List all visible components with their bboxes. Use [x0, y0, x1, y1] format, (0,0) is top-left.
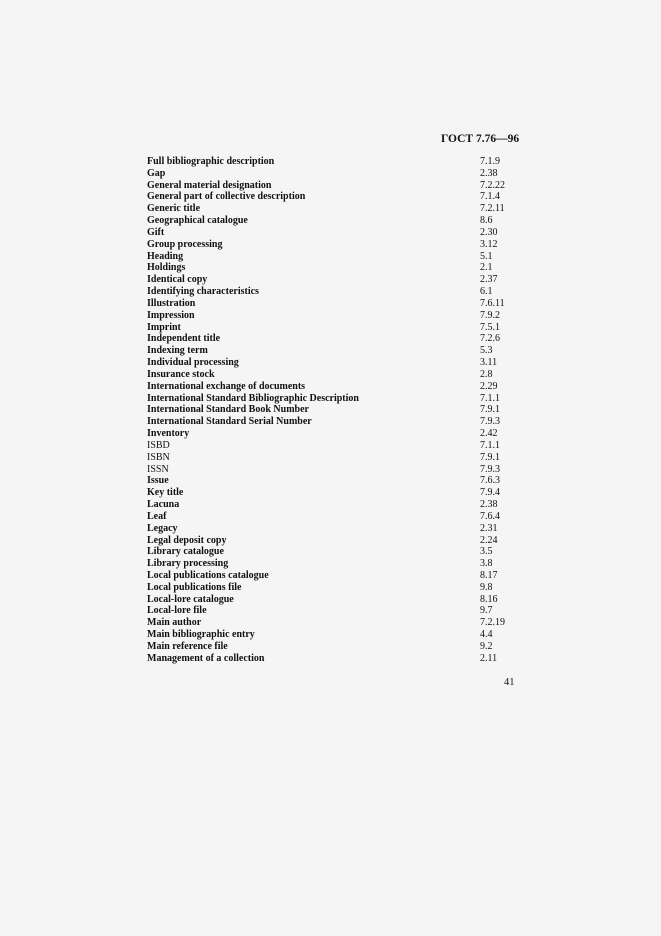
index-entry	[147, 452, 527, 464]
index-term: Management of a collection	[147, 652, 265, 664]
index-term: Lacuna	[147, 499, 180, 511]
index-reference: 2.29	[480, 380, 498, 392]
index-term: Leaf	[147, 510, 167, 522]
index-entry	[147, 416, 527, 428]
index-reference: 7.9.4	[480, 487, 500, 499]
term-index-list	[147, 156, 527, 665]
index-term: Local publications catalogue	[147, 569, 269, 581]
index-entry	[147, 286, 527, 298]
index-entry	[147, 653, 527, 665]
index-entry	[147, 535, 527, 547]
index-entry	[147, 191, 527, 203]
index-entry	[147, 215, 527, 227]
index-entry	[147, 404, 527, 416]
index-term: Local publications file	[147, 581, 242, 593]
index-reference: 3.5	[480, 546, 493, 558]
index-entry	[147, 239, 527, 251]
index-reference: 7.2.22	[480, 179, 505, 191]
index-reference: 9.2	[480, 640, 493, 652]
index-entry	[147, 274, 527, 286]
index-reference: 2.11	[480, 652, 498, 664]
index-term: Group processing	[147, 238, 223, 250]
index-term: Full bibliographic description	[147, 156, 275, 167]
index-reference: 7.1.9	[480, 156, 500, 167]
index-entry	[147, 333, 527, 345]
index-term: International Standard Bibliographic Description	[147, 392, 359, 404]
index-term: International exchange of documents	[147, 380, 306, 392]
index-reference: 7.1.1	[480, 392, 500, 404]
index-term: ISSN	[147, 463, 169, 475]
index-entry	[147, 570, 527, 582]
index-term: Identical copy	[147, 274, 208, 286]
index-reference: 5.3	[480, 345, 493, 357]
index-entry	[147, 251, 527, 263]
index-term: Legacy	[147, 522, 178, 534]
index-reference: 2.42	[480, 428, 498, 440]
index-entry	[147, 345, 527, 357]
index-reference: 2.30	[480, 226, 498, 238]
index-reference: 2.38	[480, 499, 498, 511]
index-term: Identifying characteristics	[147, 286, 259, 298]
index-entry	[147, 156, 527, 168]
index-entry	[147, 369, 527, 381]
index-term: Library processing	[147, 558, 229, 570]
index-reference: 2.31	[480, 522, 498, 534]
index-reference: 2.1	[480, 262, 493, 274]
index-entry	[147, 499, 527, 511]
index-entry	[147, 594, 527, 606]
index-entry	[147, 203, 527, 215]
index-entry	[147, 475, 527, 487]
index-entry	[147, 440, 527, 452]
index-term: International Standard Book Number	[147, 404, 309, 416]
index-term: Heading	[147, 250, 184, 262]
index-reference: 7.1.1	[480, 439, 500, 451]
index-term: Imprint	[147, 321, 181, 333]
index-entry	[147, 310, 527, 322]
index-entry	[147, 641, 527, 653]
index-reference: 3.11	[480, 357, 498, 369]
index-reference: 7.9.2	[480, 309, 500, 321]
index-term: Local-lore catalogue	[147, 593, 234, 605]
index-reference: 7.6.3	[480, 475, 500, 487]
index-term: Impression	[147, 309, 195, 321]
index-reference: 9.8	[480, 581, 493, 593]
index-reference: 3.12	[480, 238, 498, 250]
index-entry	[147, 298, 527, 310]
index-reference: 7.9.1	[480, 404, 500, 416]
document-header: ГОСТ 7.76—96	[441, 133, 520, 145]
index-term: Generic title	[147, 203, 201, 215]
index-term: Legal deposit copy	[147, 534, 227, 546]
index-term: Main reference file	[147, 640, 228, 652]
index-reference: 2.24	[480, 534, 498, 546]
index-entry	[147, 546, 527, 558]
index-term: Main author	[147, 617, 202, 629]
index-reference: 7.2.6	[480, 333, 500, 345]
index-entry	[147, 617, 527, 629]
index-reference: 7.2.19	[480, 617, 505, 629]
index-term: Illustration	[147, 297, 196, 309]
index-entry	[147, 523, 527, 535]
index-entry	[147, 582, 527, 594]
index-term: Insurance stock	[147, 368, 215, 380]
index-entry	[147, 487, 527, 499]
index-reference: 2.37	[480, 274, 498, 286]
index-reference: 3.8	[480, 558, 493, 570]
index-reference: 9.7	[480, 605, 493, 617]
index-term: Individual processing	[147, 357, 239, 369]
index-reference: 7.5.1	[480, 321, 500, 333]
index-reference: 5.1	[480, 250, 493, 262]
index-entry	[147, 464, 527, 476]
index-reference: 4.4	[480, 629, 493, 641]
index-term: Local-lore file	[147, 605, 207, 617]
index-reference: 8.16	[480, 593, 498, 605]
index-term: Indexing term	[147, 345, 208, 357]
index-reference: 7.6.11	[480, 297, 505, 309]
index-entry	[147, 558, 527, 570]
index-entry	[147, 168, 527, 180]
index-term: Gift	[147, 226, 165, 238]
index-reference: 7.9.3	[480, 416, 500, 428]
index-term: International Standard Serial Number	[147, 416, 312, 428]
index-reference: 7.9.3	[480, 463, 500, 475]
index-term: General material designation	[147, 179, 272, 191]
index-entry	[147, 381, 527, 393]
index-entry	[147, 180, 527, 192]
index-entry	[147, 262, 527, 274]
index-entry	[147, 629, 527, 641]
index-reference: 7.2.11	[480, 203, 505, 215]
index-reference: 2.8	[480, 368, 493, 380]
index-reference: 7.9.1	[480, 451, 500, 463]
index-reference: 7.1.4	[480, 191, 500, 203]
index-entry	[147, 322, 527, 334]
index-term: Geographical catalogue	[147, 215, 248, 227]
index-term: Gap	[147, 167, 166, 179]
index-entry	[147, 511, 527, 523]
index-reference: 6.1	[480, 286, 493, 298]
index-entry	[147, 428, 527, 440]
index-reference: 8.6	[480, 215, 493, 227]
index-term: ISBN	[147, 451, 170, 463]
index-term: Issue	[147, 475, 169, 487]
index-entry	[147, 357, 527, 369]
index-term: Inventory	[147, 428, 190, 440]
index-term: Holdings	[147, 262, 186, 274]
index-reference: 2.38	[480, 167, 498, 179]
index-term: Library catalogue	[147, 546, 224, 558]
index-entry	[147, 393, 527, 405]
index-term: General part of collective description	[147, 191, 306, 203]
index-term: Main bibliographic entry	[147, 629, 255, 641]
index-reference: 7.6.4	[480, 510, 500, 522]
index-entry	[147, 227, 527, 239]
index-term: Independent title	[147, 333, 221, 345]
index-term: Key title	[147, 487, 184, 499]
page-number: 41	[504, 677, 515, 688]
index-term: ISBD	[147, 439, 170, 451]
index-reference: 8.17	[480, 569, 498, 581]
index-entry	[147, 605, 527, 617]
